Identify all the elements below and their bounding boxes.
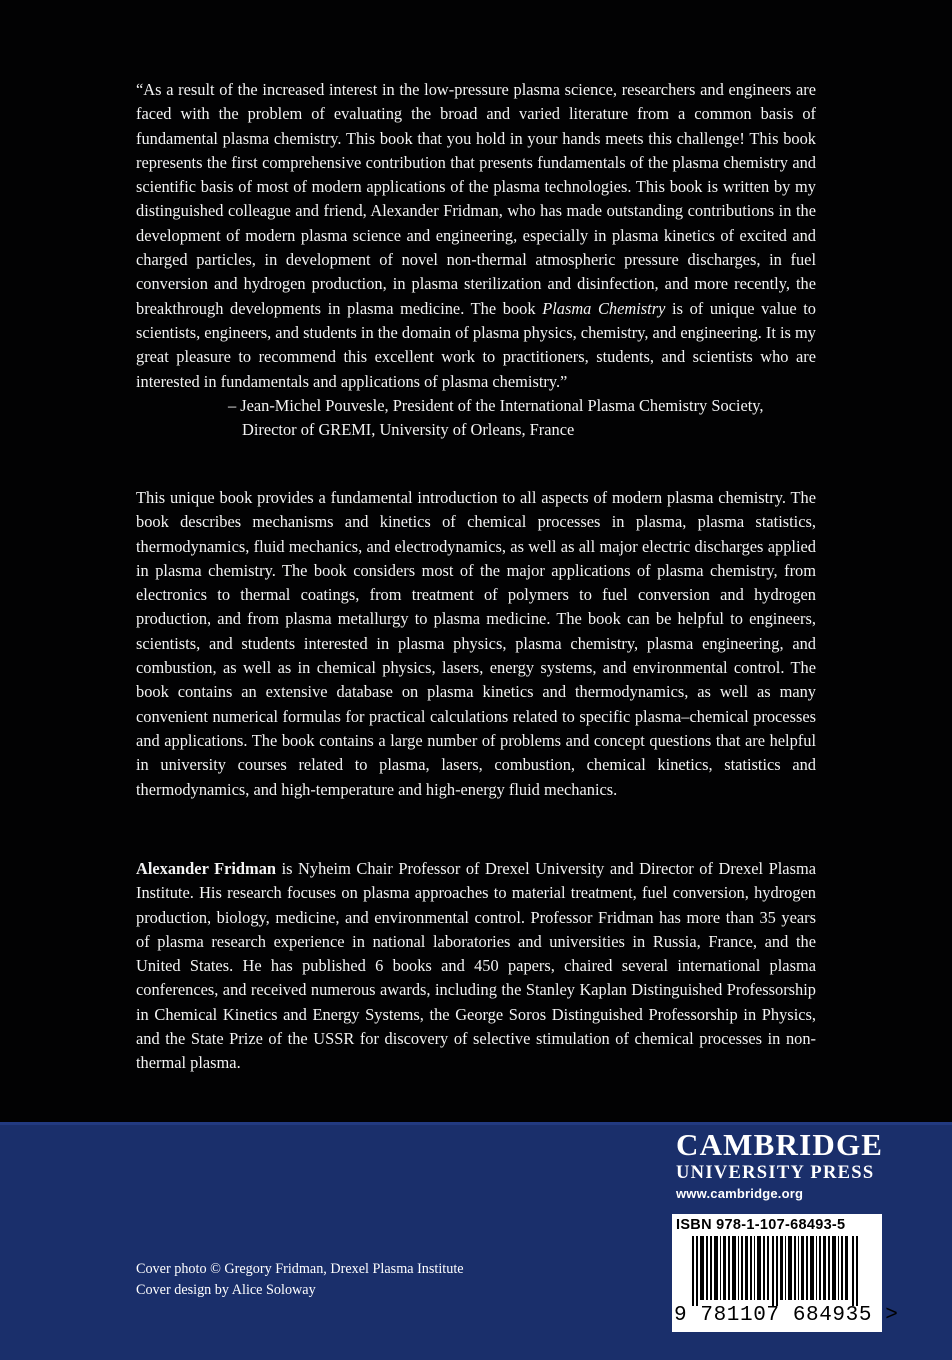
barcode-digits: 9 781107 684935 > bbox=[674, 1304, 899, 1327]
publisher-logo bbox=[676, 1128, 886, 1204]
book-title-italic: Plasma Chemistry bbox=[542, 298, 666, 318]
publisher-name: CAMBRIDGE bbox=[676, 1127, 884, 1162]
cover-photo-credit: Cover photo © Gregory Fridman, Drexel Plasma Institute bbox=[136, 1261, 464, 1277]
quote-attribution: – Jean-Michel Pouvesle, President of the International Plasma Chemistry Society, Director of GREMI, University of Orleans, France bbox=[228, 395, 764, 440]
author-bio bbox=[136, 857, 816, 1076]
description-paragraph: This unique book provides a fundamental introduction to all aspects of modern plasma chemistry. The book describes mechanisms and kinetics of chemical processes in plasma, plasma statistics, thermodynamics, fluid mechanics, and electrodynamics, as well as all major electric discharges applied in plasma chemistry. The book considers most of the major applications of plasma chemistry, from electronics to thermal coatings, from treatment of polymers to fuel conversion and hydrogen production, and from plasma metallurgy to plasma medicine. The book can be helpful to engineers, scientists, and students interested in plasma physics, plasma chemistry, plasma engineering, and combustion, as well as in chemical physics, lasers, energy systems, and environmental control. The book contains an extensive database on plasma kinetics and thermodynamics, as well as many convenient numerical formulas for practical calculations related to specific plasma–chemical processes and applications. The book contains a large number of problems and concept questions that are helpful in university courses related to plasma, lasers, combustion, chemical kinetics, statistics and thermodynamics, and high-temperature and high-energy fluid mechanics. bbox=[136, 488, 816, 799]
publisher-subtitle: UNIVERSITY PRESS bbox=[676, 1163, 875, 1183]
cover-design-credit: Cover design by Alice Soloway bbox=[136, 1282, 316, 1298]
isbn-barcode bbox=[672, 1214, 899, 1332]
author-name: Alexander Fridman bbox=[136, 859, 277, 878]
band-divider bbox=[0, 1122, 952, 1125]
bio-paragraph: Alexander Fridman is Nyheim Chair Professor of Drexel University and Director of Drexel Plasma Institute. His research focuses on plasma approaches to material treatment, fuel conversion, hydrogen production, biology, medicine, and environmental control. Professor Fridman has more than 35 years of plasma research experience in national laboratories and universities in Russia, France, and the United States. He has published 6 books and 450 papers, chaired several international plasma conferences, and received numerous awards, including the Stanley Kaplan Distinguished Professorship in Chemical Kinetics and Energy Systems, the George Soros Distinguished Professorship in Physics, and the State Prize of the USSR for discovery of selective stimulation of chemical processes in non-thermal plasma. bbox=[136, 859, 816, 1073]
book-description bbox=[136, 486, 816, 802]
publisher-url[interactable]: www.cambridge.org bbox=[676, 1186, 804, 1201]
isbn-label: ISBN 978-1-107-68493-5 bbox=[676, 1217, 846, 1233]
cover-credits bbox=[136, 1259, 464, 1301]
endorsement-quote bbox=[136, 78, 816, 442]
barcode-bars-icon bbox=[692, 1236, 864, 1306]
quote-paragraph: “As a result of the increased interest in the low-pressure plasma science, researchers and engineers are faced with the problem of evaluating the broad and varied literature from a common basis of fundamental plasma chemistry. This book that you hold in your hands meets this challenge! This book represents the first comprehensive contribution that presents fundamentals of the plasma chemistry and scientific basis of most of modern applications of the plasma technologies. This book is written by my distinguished colleague and friend, Alexander Fridman, who has made outstanding contributions in the development of modern plasma science and engineering, especially in plasma kinetics of excited and charged particles, in development of novel non-thermal atmospheric pressure discharges, in fuel conversion and hydrogen production, in plasma sterilization and disinfection, and more recently, the breakthrough developments in plasma medicine. The book Plasma Chemistry is of unique value to scientists, engineers, and students in the domain of plasma physics, chemistry, and engineering. It is my great pleasure to recommend this excellent work to practitioners, students, and scientists who are interested in fundamentals and applications of plasma chemistry.” bbox=[136, 80, 816, 391]
